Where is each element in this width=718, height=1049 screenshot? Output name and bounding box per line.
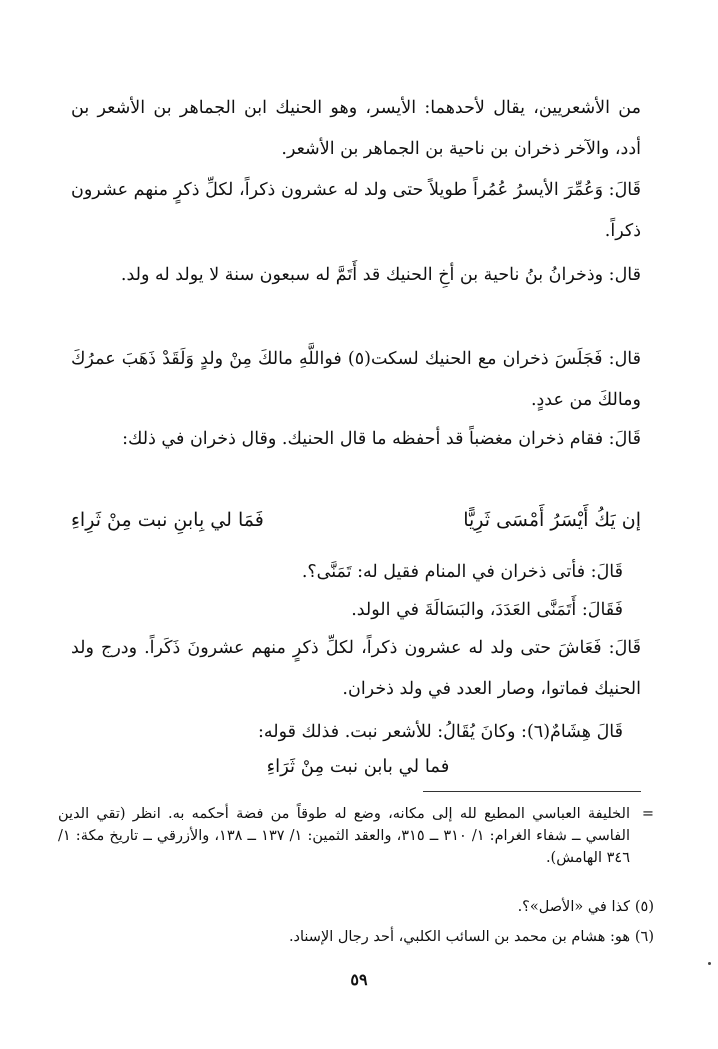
paragraph-2: قَالَ: وَعُمِّرَ الأيسرُ عُمُراً طويلاً حتى ولد له عشرون ذكراً، لكلِّ ذكرٍ منهم عشرون ذكراً.	[71, 180, 641, 241]
page-number: ٥٩	[350, 970, 368, 989]
footnote-6	[54, 926, 654, 948]
footnote-5	[54, 896, 654, 918]
paragraph-7: فَقَالَ: أَتَمَنَّى العَدَدَ، والبَسَالَةَ في الولد.	[351, 600, 623, 620]
footnote-number: (٦)	[634, 929, 654, 945]
paragraph-5: قَالَ: فقام ذخران مغضباً قد أحفظه ما قال الحنيك. وقال ذخران في ذلك:	[122, 429, 641, 449]
footnote-text: كذا في «الأصل»؟.	[517, 899, 630, 915]
paragraph-4: قال: فَجَلَسَ ذخران مع الحنيك لسكت(٥) فواللَّهِ مالكَ مِنْ ولدٍ وَلَقَدْ ذَهَبَ عمرُكَ ومالكَ من عددٍ.	[71, 349, 641, 410]
paragraph-6: قَالَ: فأتى ذخران في المنام فقيل له: تَمَنَّى؟.	[301, 562, 623, 582]
footnote-text: هو: هشام بن محمد بن السائب الكلبي، أحد رجال الإسناد.	[288, 929, 630, 945]
verse-1-second-hemistich: فَمَا لي بِابنِ نبت مِنْ ثَرِاءِ	[71, 509, 264, 531]
paragraph-9: قَالَ هِشَامٌ(٦): وكانَ يُقَالُ: للأشعر نبت. فذلك قوله:	[257, 722, 623, 742]
scan-speck	[708, 962, 711, 965]
footnote-marker: =	[641, 806, 654, 822]
footnote-separator	[423, 791, 641, 792]
paragraph-3: قال: وذخرانُ بنُ ناحية بن أخِ الحنيك قد أَتَمَّ له سبعون سنة لا يولد له ولد.	[120, 265, 641, 285]
verse-2: فما لي بابن نبت مِنْ ثَرَاءِ	[266, 756, 450, 777]
footnote-number: (٥)	[634, 899, 654, 915]
paragraph-8: قَالَ: فَعَاشَ حتى ولد له عشرون ذكراً، لكلِّ ذكرٍ منهم عشرونَ ذَكَراً. ودرج ولد الحنيك فماتوا، وصار العدد في ولد ذخران.	[71, 638, 641, 699]
verse-1-first-hemistich: إن يَكُ أَيْسَرُ أَمْسَى ثَرِيًّا	[463, 509, 641, 531]
footnote-text: الخليفة العباسي المطيع لله إلى مكانه، وضع له طوقاً من فضة أحكمه به. انظر (تقي الدين الفاسي ــ شفاء الغرام: ١/ ٣١٠ ــ ٣١٥، والعقد الثمين: ١/ ١٣٧ ــ ١٣٨، والأزرقي ــ تاريخ مكة: ١/ ٣٤٦ الهامش).	[58, 806, 631, 866]
paragraph-1: من الأشعريين، يقال لأحدهما: الأيسر، وهو الحنيك ابن الجماهر بن الأشعر بن أدد، والآخر ذخران بن ناحية بن الجماهر بن الأشعر.	[71, 98, 641, 159]
footnote-continuation	[54, 803, 654, 869]
verse-1	[71, 505, 641, 535]
